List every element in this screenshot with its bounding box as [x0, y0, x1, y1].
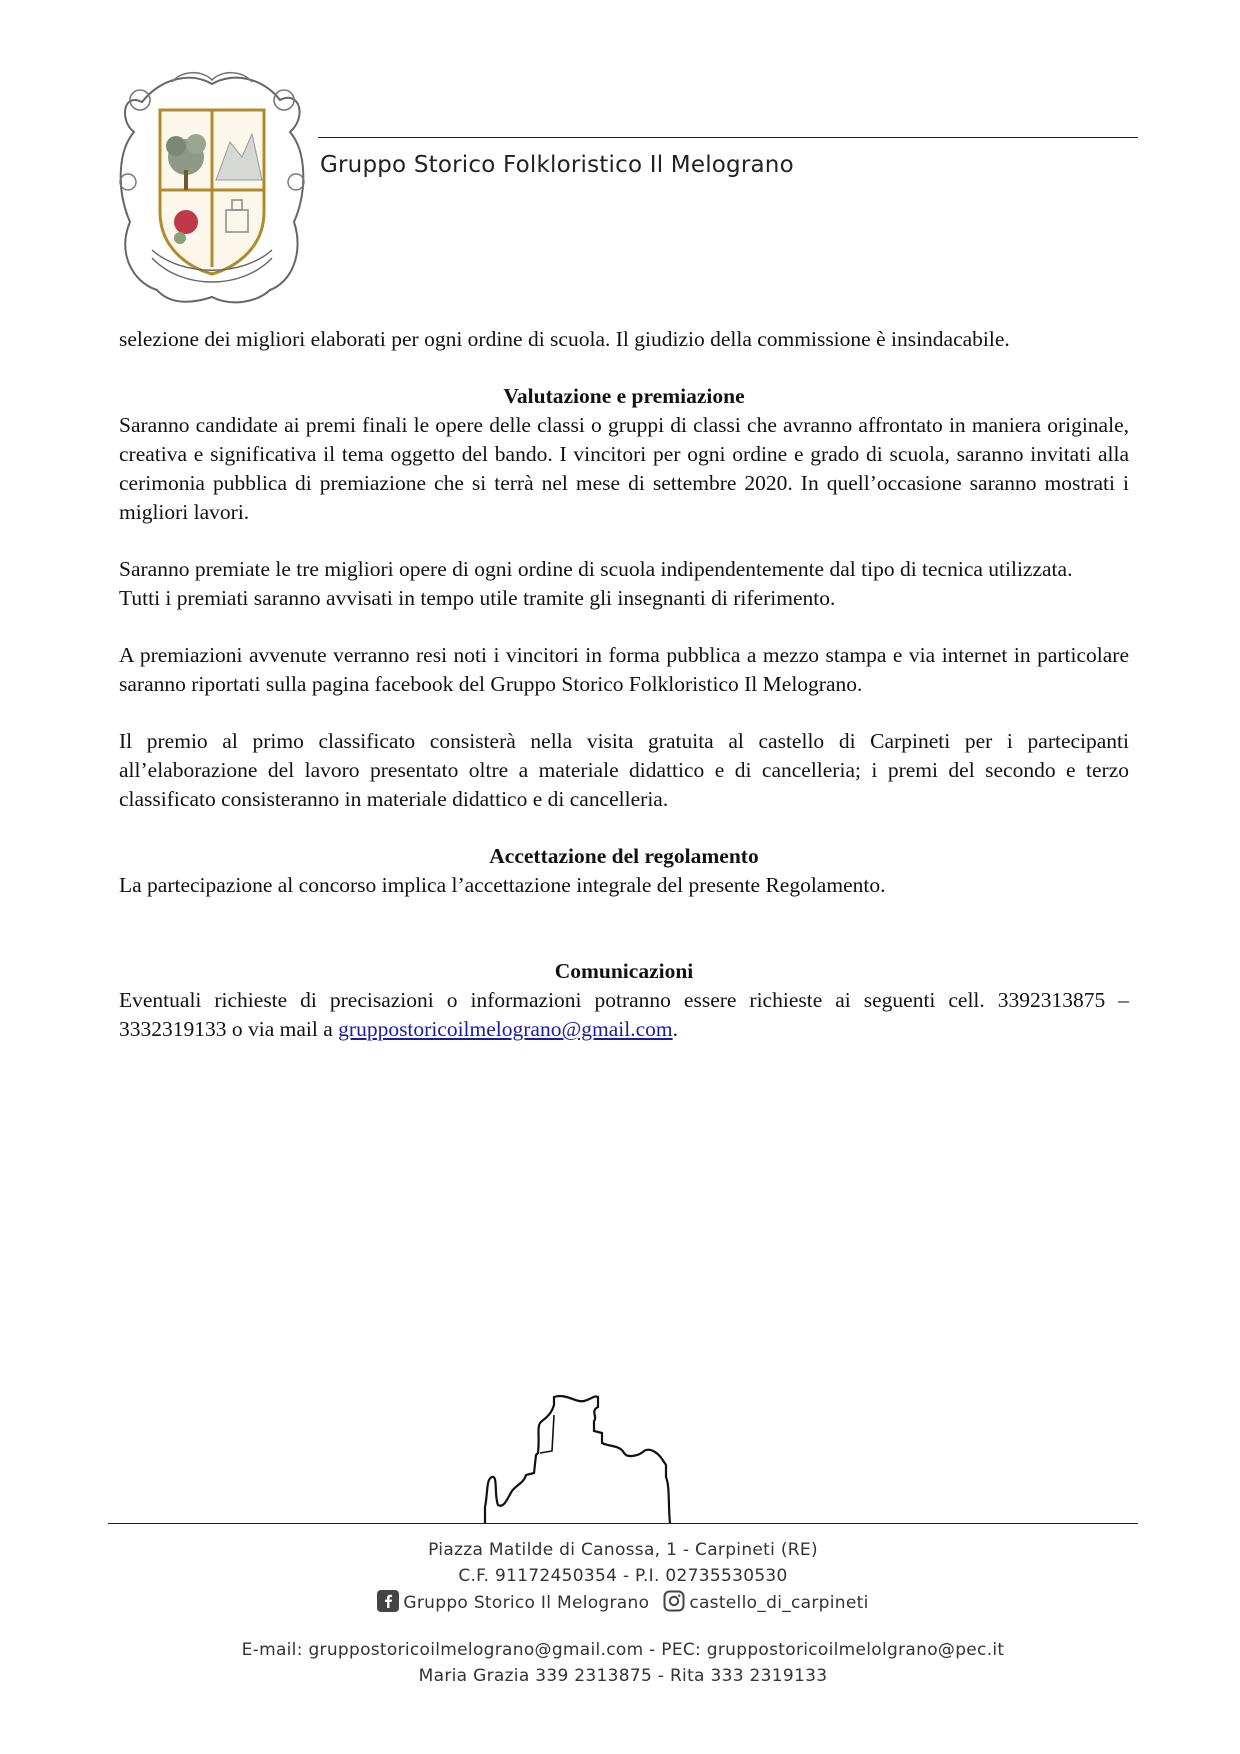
intro-paragraph: selezione dei migliori elaborati per ogni ordine di scuola. Il giudizio della commissione è insindacabile.	[119, 327, 1010, 351]
melograno-crest-logo	[112, 62, 312, 312]
facebook-icon	[377, 1590, 399, 1612]
footer-emails: E-mail: gruppostoricoilmelograno@gmail.com - PEC: gruppostoricoilmelolgrano@pec.it	[241, 1640, 1005, 1660]
document-body	[119, 325, 1129, 1044]
facebook-page-name: Gruppo Storico Il Melograno	[403, 1593, 650, 1613]
comunicazioni-text: Eventuali richieste di precisazioni o informazioni potranno essere richieste ai seguenti cell. 3392313875 – 3332319133 o via mail a	[119, 988, 1129, 1041]
footer-fiscal-codes: C.F. 91172450354 - P.I. 02735530530	[458, 1566, 788, 1586]
valutazione-paragraph-4: A premiazioni avvenute verranno resi noti i vincitori in forma pubblica a mezzo stampa e via internet in particolare saranno riportati sulla pagina facebook del Gruppo Storico Folkloristico Il Melograno.	[119, 643, 1129, 696]
footer-social-row	[108, 1590, 1138, 1613]
valutazione-paragraph-3: Tutti i premiati saranno avvisati in tempo utile tramite gli insegnanti di riferimento.	[119, 586, 836, 610]
header-divider	[318, 137, 1138, 138]
footer-address: Piazza Matilde di Canossa, 1 - Carpineti (RE)	[428, 1540, 818, 1560]
accettazione-paragraph: La partecipazione al concorso implica l’accettazione integrale del presente Regolamento.	[119, 873, 886, 897]
organization-name: Gruppo Storico Folkloristico Il Melograno	[320, 152, 794, 178]
instagram-icon	[663, 1590, 685, 1612]
valutazione-paragraph-1: Saranno candidate ai premi finali le opere delle classi o gruppi di classi che avranno affrontato in maniera originale, creativa e significativa il tema oggetto del bando. I vincitori per ogni ordine e grado di scuola, saranno invitati alla cerimonia pubblica di premiazione che si terrà nel mese di settembre 2020. In quell’occasione saranno mostrati i migliori lavori.	[119, 413, 1129, 524]
castle-outline-drawing	[480, 1395, 770, 1525]
comunicazioni-period: .	[672, 1017, 678, 1041]
footer-divider	[108, 1523, 1138, 1524]
section-heading-accettazione: Accettazione del regolamento	[489, 844, 759, 868]
valutazione-paragraph-5: Il premio al primo classificato consisterà nella visita gratuita al castello di Carpineti per i partecipanti all’elaborazione del lavoro presentato oltre a materiale didattico e di cancelleria; i premi del secondo e terzo classificato consisteranno in materiale didattico e di cancelleria.	[119, 729, 1129, 811]
instagram-handle: castello_di_carpineti	[689, 1593, 869, 1613]
footer-phones: Maria Grazia 339 2313875 - Rita 333 2319133	[418, 1666, 828, 1686]
valutazione-paragraph-2: Saranno premiate le tre migliori opere di ogni ordine di scuola indipendentemente dal tipo di tecnica utilizzata.	[119, 557, 1073, 581]
comunicazioni-paragraph	[119, 986, 1129, 1044]
contact-email-link[interactable]: gruppostoricoilmelograno@gmail.com	[338, 1017, 673, 1041]
section-heading-valutazione: Valutazione e premiazione	[503, 384, 745, 408]
section-heading-comunicazioni: Comunicazioni	[554, 959, 694, 983]
